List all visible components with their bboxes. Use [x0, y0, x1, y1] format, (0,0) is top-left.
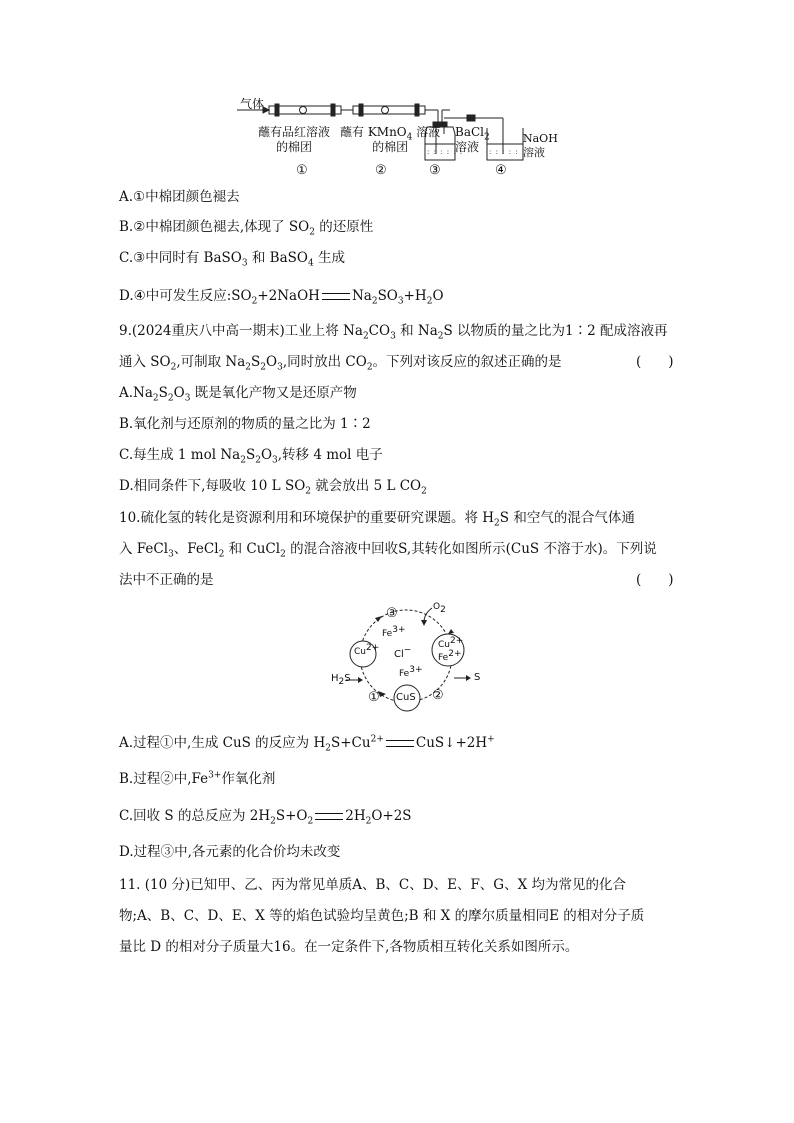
gas-label: 气体 — [240, 97, 265, 111]
q9-option-c: C.每生成 1 mol $Na_2S_2O_3$,转移 4 mol 电子 — [119, 447, 383, 466]
q11-stem-line1: 11. (10 分)已知甲、乙、丙为常见单质A、B、C、D、E、F、G、X 均为常见的化合 — [119, 877, 626, 893]
right-fe2-label: $Fe^{2+}$ — [438, 649, 462, 663]
q10-option-b: B.过程②中$,Fe^{3+}$作氧化剂 — [119, 770, 276, 787]
o2-label: $O_2$ — [433, 602, 446, 615]
fe3-mid-label: $Fe^{3+}$ — [399, 665, 423, 679]
tube1-label: 蘸有品红溶液 的棉团 — [258, 125, 331, 154]
q10-option-c: C.回收 S 的总反应为 $2H_2S+O_2$ $2H_2O+2S$ — [119, 808, 412, 827]
q8-option-b: B.②中棉团颜色褪去,体现了 $SO_2$ 的还原性 — [119, 219, 374, 238]
svg-text:: : : : : :: : : : : : : — [427, 148, 464, 156]
cl-label: Cl− — [394, 645, 412, 660]
h2s-label: $H_2S$ — [331, 673, 351, 687]
fig1-num-2: ② — [375, 163, 387, 178]
q8-option-c: C.③中同时有 BaSO$_3$ 和 BaSO$_4$ 生成 — [119, 250, 345, 269]
q10-stem-line1: 10.硫化氢的转化是资源利用和环境保护的重要研究课题。将 $H_2S$ 和空气的混合气体通 — [119, 510, 635, 529]
svg-text:: : : : : : :: : : : : : : : — [489, 148, 532, 156]
q11-stem-line3: 量比 D 的相对分子质量大16。在一定条件下,各物质相互转化关系如图所示。 — [119, 939, 579, 955]
q8-option-a: A.①中棉团颜色褪去 — [119, 189, 240, 205]
q8-option-d: D.④中可发生反应$:SO_2+2NaOH$ $Na_2SO_3+H_2O$ — [119, 288, 444, 307]
q10-answer-bracket[interactable]: ( ) — [636, 572, 674, 588]
q9-option-d: D.相同条件下,每吸收 10 L $SO_2$ 就会放出 5 L $CO_2$ — [119, 478, 427, 497]
q9-option-a: $A.Na_2S_2O_3$ 既是氧化产物又是还原产物 — [119, 385, 357, 404]
bacl2-label: BaCl$_2$ 溶液 — [455, 125, 490, 154]
q9-answer-bracket[interactable]: ( ) — [636, 354, 674, 370]
q10-option-d: D.过程③中,各元素的化合价均未改变 — [119, 844, 341, 860]
q10-stem-line3: 法中不正确的是 — [119, 572, 214, 588]
cus-label: CuS — [396, 692, 416, 703]
q10-option-a: A.过程①中,生成 CuS 的反应为 $H_2S+Cu^{2+}$ CuS↓+2H+ — [119, 734, 495, 754]
step3-label: ③ — [386, 606, 398, 621]
q9-stem-line2: 通入 $SO_2$,可制取 $Na_2S_2O_3$,同时放出 $CO_2$。下列对该反应的叙述正确的是 — [119, 354, 562, 373]
step2-label: ② — [432, 688, 444, 703]
equals-sign — [322, 293, 350, 300]
q9-option-b: B.氧化剂与还原剂的物质的量之比为 1∶2 — [119, 416, 371, 432]
equals-sign — [386, 740, 414, 747]
step1-label: ① — [368, 690, 380, 705]
naoh-label: NaOH 溶液 — [523, 132, 558, 159]
fig1-num-3: ③ — [429, 163, 441, 178]
cu2-label: $Cu^{2+}$ — [354, 643, 380, 657]
fe3-top-label: $Fe^{3+}$ — [382, 625, 406, 639]
q10-stem-line2: 入 FeCl$_3$、FeCl$_2$ 和 CuCl$_2$ 的混合溶液中回收S,其转化如图所示(CuS 不溶于水)。下列说 — [119, 541, 657, 560]
q11-stem-line2: 物;A、B、C、D、E、X 等的焰色试验均呈黄色;B 和 X 的摩尔质量相同E 的相对分子质 — [119, 908, 645, 924]
right-cu2-label: $Cu^{2+}$ — [438, 636, 464, 650]
fig1-num-1: ① — [296, 163, 308, 178]
s-label: S — [474, 672, 481, 683]
q9-stem-line1: 9.(2024重庆八中高一期末)工业上将 $Na_2CO_3$ 和 $Na_2S$ 以物质的量之比为1∶2 配成溶液再 — [119, 323, 668, 342]
equals-sign — [315, 813, 343, 820]
fig1-num-4: ④ — [495, 163, 507, 178]
tube2-label: 蘸有 KMnO$_4$ 溶液 的棉团 — [340, 125, 441, 154]
